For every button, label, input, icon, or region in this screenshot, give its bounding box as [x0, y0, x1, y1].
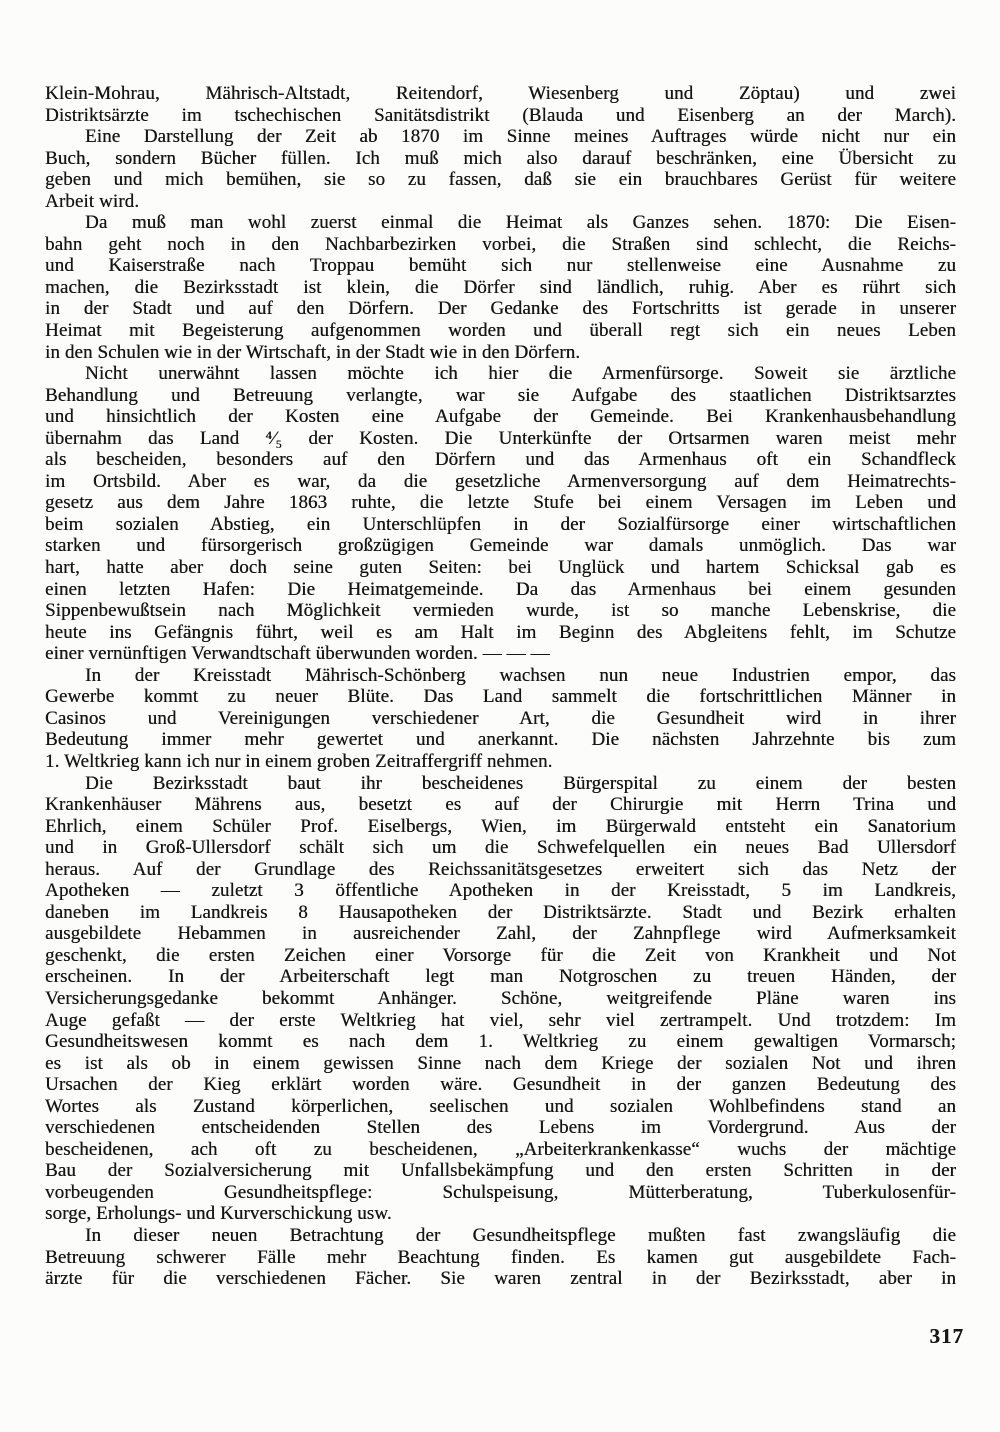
- text-line: Versicherungsgedanke bekommt Anhänger. Schöne, weitgreifende Pläne waren ins: [45, 987, 956, 1009]
- text-line: In der Kreisstadt Mährisch-Schönberg wachsen nun neue Industrien empor, das: [85, 664, 956, 686]
- text-line: 1. Weltkrieg kann ich nur in einem groben Zeitraffergriff nehmen.: [45, 750, 553, 772]
- text-line: im Ortsbild. Aber es war, da die gesetzliche Armenversorgung auf dem Heimatrechts-: [45, 470, 956, 492]
- text-line: Eine Darstellung der Zeit ab 1870 im Sinne meines Auftrages würde nicht nur ein: [85, 126, 956, 148]
- text-line: Behandlung und Betreuung verlangte, war sie Aufgabe des staatlichen Distriktsarztes: [45, 384, 956, 406]
- page-number: 317: [929, 1324, 964, 1348]
- text-line: übernahm das Land ⁴⁄₅ der Kosten. Die Unterkünfte der Ortsarmen waren meist mehr: [45, 427, 956, 449]
- text-line: Ehrlich, einem Schüler Prof. Eiselbergs, Wien, im Bürgerwald entsteht ein Sanatorium: [45, 815, 956, 837]
- text-line: geschenkt, die ersten Zeichen einer Vorsorge für die Zeit von Krankheit und Not: [45, 944, 956, 966]
- text-line: beim sozialen Abstieg, ein Unterschlüpfen in der Sozialfürsorge einer wirtschaftlichen: [45, 513, 956, 535]
- text-line: in den Schulen wie in der Wirtschaft, in der Stadt wie in den Dörfern.: [45, 341, 581, 363]
- text-line: hart, hatte aber doch seine guten Seiten: bei Unglück und hartem Schicksal gab es: [45, 557, 956, 579]
- text-line: vorbeugenden Gesundheitspflege: Schulspeisung, Mütterberatung, Tuberkulosenfür-: [45, 1181, 956, 1203]
- paragraph: [45, 212, 956, 363]
- text-line: sorge, Erholungs- und Kurverschickung usw.: [45, 1203, 392, 1225]
- paragraph: [45, 665, 956, 773]
- paragraph: [45, 1225, 956, 1290]
- text-line: Nicht unerwähnt lassen möchte ich hier die Armenfürsorge. Soweit sie ärztliche: [85, 363, 956, 385]
- text-line: Bedeutung immer mehr gewertet und anerkannt. Die nächsten Jahrzehnte bis zum: [45, 729, 956, 751]
- text-line: und Kaiserstraße nach Troppau bemüht sich nur stellenweise eine Ausnahme zu: [45, 255, 956, 277]
- paragraph: [45, 83, 956, 126]
- text-line: Die Bezirksstadt baut ihr bescheidenes Bürgerspital zu einem der besten: [85, 772, 956, 794]
- text-line: machen, die Bezirksstadt ist klein, die Dörfer sind ländlich, ruhig. Aber es rührt sich: [45, 276, 956, 298]
- text-line: Betreuung schwerer Fälle mehr Beachtung finden. Es kamen gut ausgebildete Fach-: [45, 1246, 956, 1268]
- text-line: ärzte für die verschiedenen Fächer. Sie waren zentral in der Bezirksstadt, aber in: [45, 1268, 956, 1290]
- text-line: Klein-Mohrau, Mährisch-Altstadt, Reitendorf, Wiesenberg und Zöptau) und zwei: [45, 83, 956, 104]
- text-line: starken und fürsorgerisch großzügigen Gemeinde war damals unmöglich. Das war: [45, 535, 956, 557]
- text-line: heraus. Auf der Grundlage des Reichssanitätsgesetzes erweitert sich das Netz der: [45, 858, 956, 880]
- text-line: geben und mich bemühen, sie so zu fassen, daß sie ein brauchbares Gerüst für weitere: [45, 169, 956, 191]
- text-line: erscheinen. In der Arbeiterschaft legt man Notgroschen zu treuen Händen, der: [45, 966, 956, 988]
- text-line: Heimat mit Begeisterung aufgenommen worden und überall regt sich ein neues Leben: [45, 320, 956, 342]
- text-line: Ursachen der Kieg erklärt worden wäre. Gesundheit in der ganzen Bedeutung des: [45, 1074, 956, 1096]
- text-line: Sippenbewußtsein nach Möglichkeit vermieden wurde, ist so manche Lebenskrise, die: [45, 600, 956, 622]
- text-line: Auge gefaßt — der erste Weltkrieg hat viel, sehr viel zertrampelt. Und trotzdem: Im: [45, 1009, 956, 1031]
- text-line: Arbeit wird.: [45, 190, 140, 212]
- text-block: [45, 83, 956, 1290]
- text-line: Da muß man wohl zuerst einmal die Heimat als Ganzes sehen. 1870: Die Eisen-: [85, 212, 956, 234]
- text-line: und hinsichtlich der Kosten eine Aufgabe der Gemeinde. Bei Krankenhausbehandlung: [45, 406, 956, 428]
- text-line: Distriktsärzte im tschechischen Sanitätsdistrikt (Blauda und Eisenberg an der March).: [45, 104, 956, 126]
- text-line: einer vernünftigen Verwandtschaft überwunden worden. — — —: [45, 643, 550, 665]
- text-line: Gewerbe kommt zu neuer Blüte. Das Land sammelt die fortschrittlichen Männer in: [45, 686, 956, 708]
- text-line: und in Groß-Ullersdorf schält sich um die Schwefelquellen ein neues Bad Ullersdorf: [45, 837, 956, 859]
- text-line: Apotheken — zuletzt 3 öffentliche Apotheken in der Kreisstadt, 5 im Landkreis,: [45, 880, 956, 902]
- text-line: gesetz aus dem Jahre 1863 ruhte, die letzte Stufe bei einem Versagen im Leben und: [45, 492, 956, 514]
- text-line: es ist als ob in einem gewissen Sinne nach dem Kriege der sozialen Not und ihren: [45, 1052, 956, 1074]
- text-line: Gesundheitswesen kommt es nach dem 1. Weltkrieg zu einem gewaltigen Vormarsch;: [45, 1031, 956, 1053]
- text-line: heute ins Gefängnis führt, weil es am Halt im Beginn des Abgleitens fehlt, im Schutze: [45, 621, 956, 643]
- paragraph: [45, 773, 956, 1225]
- text-line: Wortes als Zustand körperlichen, seelischen und sozialen Wohlbefindens stand an: [45, 1095, 956, 1117]
- text-line: Krankenhäuser Mährens aus, besetzt es auf der Chirurgie mit Herrn Trina und: [45, 794, 956, 816]
- text-line: in der Stadt und auf den Dörfern. Der Gedanke des Fortschritts ist gerade in unserer: [45, 298, 956, 320]
- text-line: ausgebildete Hebammen in ausreichender Zahl, der Zahnpflege wird Aufmerksamkeit: [45, 923, 956, 945]
- text-line: Bau der Sozialversicherung mit Unfallsbekämpfung und den ersten Schritten in der: [45, 1160, 956, 1182]
- text-line: bescheidenen, ach oft zu bescheidenen, „Arbeiterkrankenkasse“ wuchs der mächtige: [45, 1138, 956, 1160]
- text-line: daneben im Landkreis 8 Hausapotheken der Distriktsärzte. Stadt und Bezirk erhalten: [45, 901, 956, 923]
- text-line: In dieser neuen Betrachtung der Gesundheitspflege mußten fast zwangsläufig die: [85, 1224, 956, 1246]
- paragraph: [45, 126, 956, 212]
- text-line: einen letzten Hafen: Die Heimatgemeinde. Da das Armenhaus bei einem gesunden: [45, 578, 956, 600]
- text-line: Casinos und Vereinigungen verschiedener Art, die Gesundheit wird in ihrer: [45, 707, 956, 729]
- text-line: bahn geht noch in den Nachbarbezirken vorbei, die Straßen sind schlecht, die Reichs-: [45, 233, 956, 255]
- text-line: Buch, sondern Bücher füllen. Ich muß mich also darauf beschränken, eine Übersicht zu: [45, 147, 956, 169]
- paragraph: [45, 363, 956, 665]
- text-line: verschiedenen entscheidenden Stellen des Lebens im Vordergrund. Aus der: [45, 1117, 956, 1139]
- text-line: als bescheiden, besonders auf den Dörfern und das Armenhaus oft ein Schandfleck: [45, 449, 956, 471]
